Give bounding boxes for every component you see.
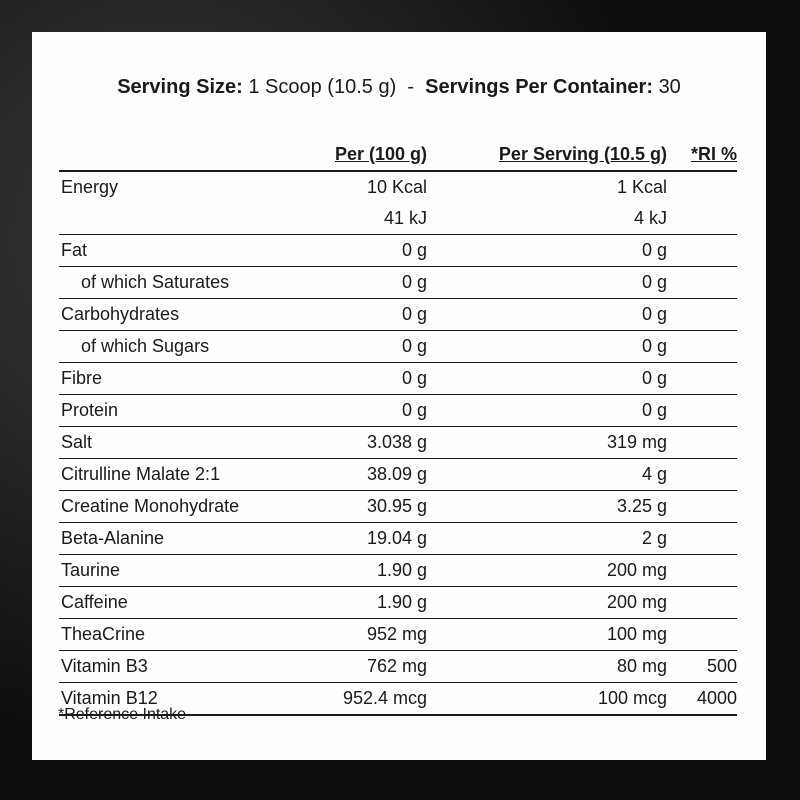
nutrient-name: TheaCrine: [59, 619, 279, 651]
column-header-per-serving: [429, 140, 669, 171]
per-serving-header-text: Per Serving (10.5 g): [498, 143, 667, 164]
serving-info: [32, 76, 766, 99]
nutrient-name: Salt: [59, 427, 279, 459]
table-row: [59, 235, 737, 267]
nutrient-name: Creatine Monohydrate: [59, 491, 279, 523]
nutrient-name: Beta-Alanine: [59, 523, 279, 555]
value-ri-percent: [669, 203, 737, 235]
value-per-serving: 0 g: [429, 235, 669, 267]
table-row: [59, 395, 737, 427]
value-ri-percent: [669, 331, 737, 363]
table-row: [59, 459, 737, 491]
nutrient-name: Fibre: [59, 363, 279, 395]
value-per-serving: 0 g: [429, 267, 669, 299]
table-row: [59, 203, 737, 235]
value-per-serving: 100 mcg: [429, 683, 669, 716]
serving-size-label: Serving Size:: [117, 76, 243, 98]
value-ri-percent: [669, 523, 737, 555]
value-per-100g: 3.038 g: [279, 427, 429, 459]
value-ri-percent: [669, 171, 737, 203]
value-per-serving: 200 mg: [429, 587, 669, 619]
table-row: [59, 299, 737, 331]
value-per-serving: 0 g: [429, 395, 669, 427]
table-row: [59, 363, 737, 395]
nutrition-table: [59, 140, 737, 716]
value-per-serving: 4 g: [429, 459, 669, 491]
value-per-100g: 952 mg: [279, 619, 429, 651]
nutrient-name: Taurine: [59, 555, 279, 587]
value-per-serving: 0 g: [429, 331, 669, 363]
value-per-100g: 0 g: [279, 395, 429, 427]
nutrient-name: of which Sugars: [59, 331, 279, 363]
value-ri-percent: [669, 299, 737, 331]
table-row: [59, 491, 737, 523]
value-per-100g: 0 g: [279, 267, 429, 299]
value-ri-percent: [669, 555, 737, 587]
nutrient-name: Carbohydrates: [59, 299, 279, 331]
table-row: [59, 331, 737, 363]
value-ri-percent: [669, 587, 737, 619]
value-per-100g: 1.90 g: [279, 587, 429, 619]
serving-size-value: 1 Scoop (10.5 g): [248, 76, 397, 98]
value-per-serving: 4 kJ: [429, 203, 669, 235]
table-header-row: [59, 140, 737, 171]
table-row: [59, 427, 737, 459]
value-ri-percent: [669, 491, 737, 523]
value-per-serving: 3.25 g: [429, 491, 669, 523]
value-ri-percent: [669, 267, 737, 299]
nutrient-name: Caffeine: [59, 587, 279, 619]
value-ri-percent: [669, 235, 737, 267]
value-ri-percent: 500: [669, 651, 737, 683]
value-ri-percent: [669, 619, 737, 651]
value-per-serving: 80 mg: [429, 651, 669, 683]
table-row: [59, 267, 737, 299]
serving-separator: -: [407, 76, 415, 98]
value-ri-percent: [669, 427, 737, 459]
value-per-100g: 0 g: [279, 331, 429, 363]
nutrient-name: Vitamin B3: [59, 651, 279, 683]
value-ri-percent: [669, 395, 737, 427]
nutrient-name: Citrulline Malate 2:1: [59, 459, 279, 491]
value-per-100g: 0 g: [279, 363, 429, 395]
table-row: [59, 555, 737, 587]
value-per-100g: 0 g: [279, 235, 429, 267]
value-per-serving: 1 Kcal: [616, 177, 667, 197]
nutrient-name: Vitamin B12: [59, 683, 279, 716]
table-row: [59, 523, 737, 555]
column-header-per-100g: [279, 140, 429, 171]
reference-intake-footnote: *Reference Intake: [58, 706, 187, 723]
value-per-serving: 319 mg: [429, 427, 669, 459]
nutrient-name: [59, 203, 279, 235]
value-per-100g: 762 mg: [279, 651, 429, 683]
table-row: [59, 587, 737, 619]
column-header-nutrient: [59, 140, 279, 171]
nutrient-name: Energy: [61, 177, 119, 197]
value-ri-percent: 4000: [669, 683, 737, 716]
value-ri-percent: [669, 363, 737, 395]
nutrient-name: of which Saturates: [59, 267, 279, 299]
nutrition-label-panel: [32, 32, 766, 760]
value-ri-percent: [669, 459, 737, 491]
value-per-100g: 30.95 g: [279, 491, 429, 523]
value-per-100g: 19.04 g: [279, 523, 429, 555]
value-per-serving: 0 g: [429, 299, 669, 331]
value-per-serving: 200 mg: [429, 555, 669, 587]
ri-header-text: *RI %: [690, 143, 737, 164]
nutrient-name: Fat: [59, 235, 279, 267]
value-per-100g: 952.4 mcg: [279, 683, 429, 716]
table-row: [59, 171, 737, 203]
table-row: [59, 651, 737, 683]
servings-per-container-value: 30: [658, 76, 681, 98]
value-per-serving: 100 mg: [429, 619, 669, 651]
per-100g-header-text: Per (100 g): [334, 143, 427, 164]
table-row: [59, 619, 737, 651]
nutrient-name: Protein: [59, 395, 279, 427]
value-per-100g: 10 Kcal: [366, 177, 427, 197]
servings-per-container-label: Servings Per Container:: [425, 76, 653, 98]
value-per-100g: 1.90 g: [279, 555, 429, 587]
value-per-100g: 41 kJ: [279, 203, 429, 235]
value-per-100g: 0 g: [279, 299, 429, 331]
value-per-serving: 0 g: [429, 363, 669, 395]
value-per-serving: 2 g: [429, 523, 669, 555]
value-per-100g: 38.09 g: [279, 459, 429, 491]
column-header-ri: [669, 140, 737, 171]
